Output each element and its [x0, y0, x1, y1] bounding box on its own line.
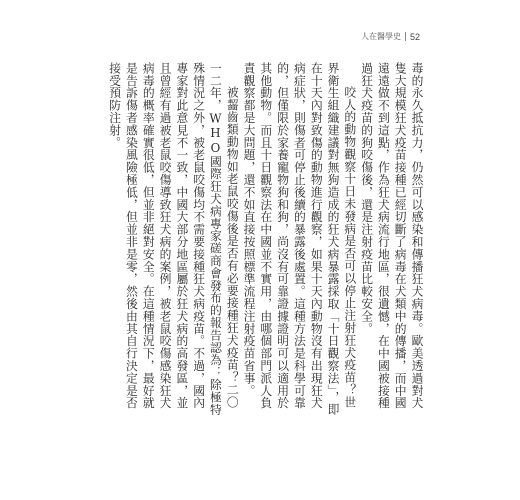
paragraph-1: 毒的永久抵抗力，仍然可以感染和傳播狂犬病毒。歐美透過對犬隻大規模狂犬疫苗接種已經切斷了病毒在犬類中的傳播，而中國遠遠做不到這點，作為狂犬病流行地區，很遺憾，在中國被接種過狂犬疫苗的狗咬傷後，還是注射疫苗比較安全。 [359, 62, 424, 410]
section-title: 人在醫學史 [360, 32, 401, 41]
paragraph-2: 咬人的動物觀察十日未發病是否可以停止注射狂犬疫苗？世界衛生組織建議對無狗造成的狂犬病暴露採取「十日觀察法」，即在十天內對致傷的動物進行觀察，如果十天內動物沒有出現狂犬病症狀，則傷者可停止後續的暴露後處置。這種方法是科學可靠的，但僅限於家養寵物狗和狗，尚沒有可靠證據證明可以適用於其他動物。而且十日觀察法在中國並不實用，由哪個部門派人負責觀察都是大問題，還不如直接按照標準流程注射疫苗省事。 [242, 62, 357, 416]
paragraph-3: 被齧齒類動物如老鼠咬傷後是否有必要接種狂犬疫苗？二〇一二年，WHO國際狂犬病專家磋商會發布的報告認為：除極特殊情況之外，被老鼠咬傷均不需要接種狂犬病疫苗。不過，國內專家對此意見不一致，中國大部分地區屬於狂犬病的高發區，並且曾經有過被老鼠咬傷導致狂犬病的案例，被老鼠咬傷感染狂犬病毒的概率確實很低，但並非絕對安全。在這種情況下，最好就是告訴傷者感染風險極低，但並非是零，然後由其自行決定是否接受預防注射。 [107, 62, 240, 416]
page-number: 52 [409, 31, 420, 42]
header-divider [405, 32, 406, 41]
body-text [106, 62, 425, 420]
running-header [361, 31, 420, 42]
